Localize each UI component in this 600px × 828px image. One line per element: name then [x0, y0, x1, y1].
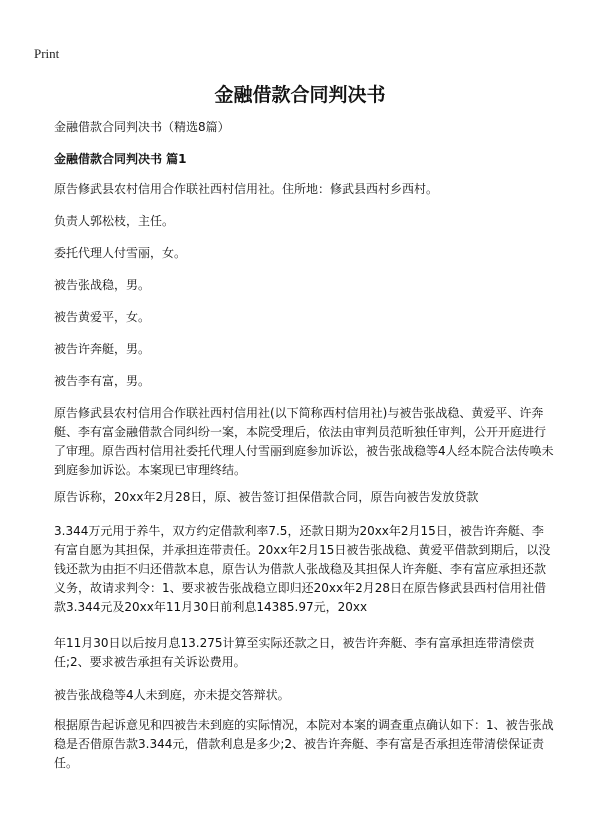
section-heading: 金融借款合同判决书 篇1	[54, 152, 187, 166]
paragraph-plaintiff: 原告修武县农村信用合作联社西村信用社。住所地：修武县西村乡西村。	[54, 182, 439, 196]
paragraph-investigation: 根据原告起诉意见和四被告未到庭的实际情况，本院对本案的调查重点确认如下：1、被告张战稳是否借原告款3.344元，借款利息是多少;2、被告许奔艇、李有富是否承担连带清偿保证责任。	[54, 718, 554, 770]
paragraph-agent: 委托代理人付雪丽，女。	[54, 246, 187, 260]
paragraph-defendants-absent: 被告张战稳等4人未到庭，亦未提交答辩状。	[54, 688, 290, 702]
paragraph-defendant-1: 被告张战稳，男。	[54, 278, 151, 292]
document-subtitle: 金融借款合同判决书（精选8篇）	[54, 120, 230, 134]
document-title: 金融借款合同判决书	[214, 84, 386, 106]
print-label[interactable]: Print	[34, 46, 60, 61]
paragraph-claim-details: 3.344万元用于养牛，双方约定借款利率7.5，还款日期为20xx年2月15日，被告许奔艇、李有富自愿为其担保，并承担连带责任。20xx年2月15日被告张战稳、黄爱平借款到期后，以没钱还款为由拒不归还借款本息，原告认为借款人张战稳及其担保人许奔艇、李有富应承担还款义务，故请求判令：1、要求被告张战稳立即归还20xx年2月28日在原告修武县西村信用社借款3.344元及20xx年11月30日前利息14385.97元，20xx	[54, 524, 551, 614]
paragraph-defendant-4: 被告李有富，男。	[54, 374, 151, 388]
paragraph-claim-intro: 原告诉称，20xx年2月28日，原、被告签订担保借款合同，原告向被告发放贷款	[54, 490, 479, 504]
paragraph-representative: 负责人郭松枝，主任。	[54, 214, 175, 228]
paragraph-defendant-3: 被告许奔艇，男。	[54, 342, 151, 356]
paragraph-claim-continued: 年11月30日以后按月息13.275计算至实际还款之日，被告许奔艇、李有富承担连带清偿责任;2、要求被告承担有关诉讼费用。	[54, 636, 535, 669]
paragraph-defendant-2: 被告黄爱平，女。	[54, 310, 151, 324]
paragraph-case-summary: 原告修武县农村信用合作联社西村信用社(以下简称西村信用社)与被告张战稳、黄爱平、许奔艇、李有富金融借款合同纠纷一案，本院受理后，依法由审判员范昕独任审判，公开开庭进行了审理。原告西村信用社委托代理人付雪丽到庭参加诉讼，被告张战稳等4人经本院合法传唤未到庭参加诉讼。本案现已审理终结。	[54, 406, 554, 477]
